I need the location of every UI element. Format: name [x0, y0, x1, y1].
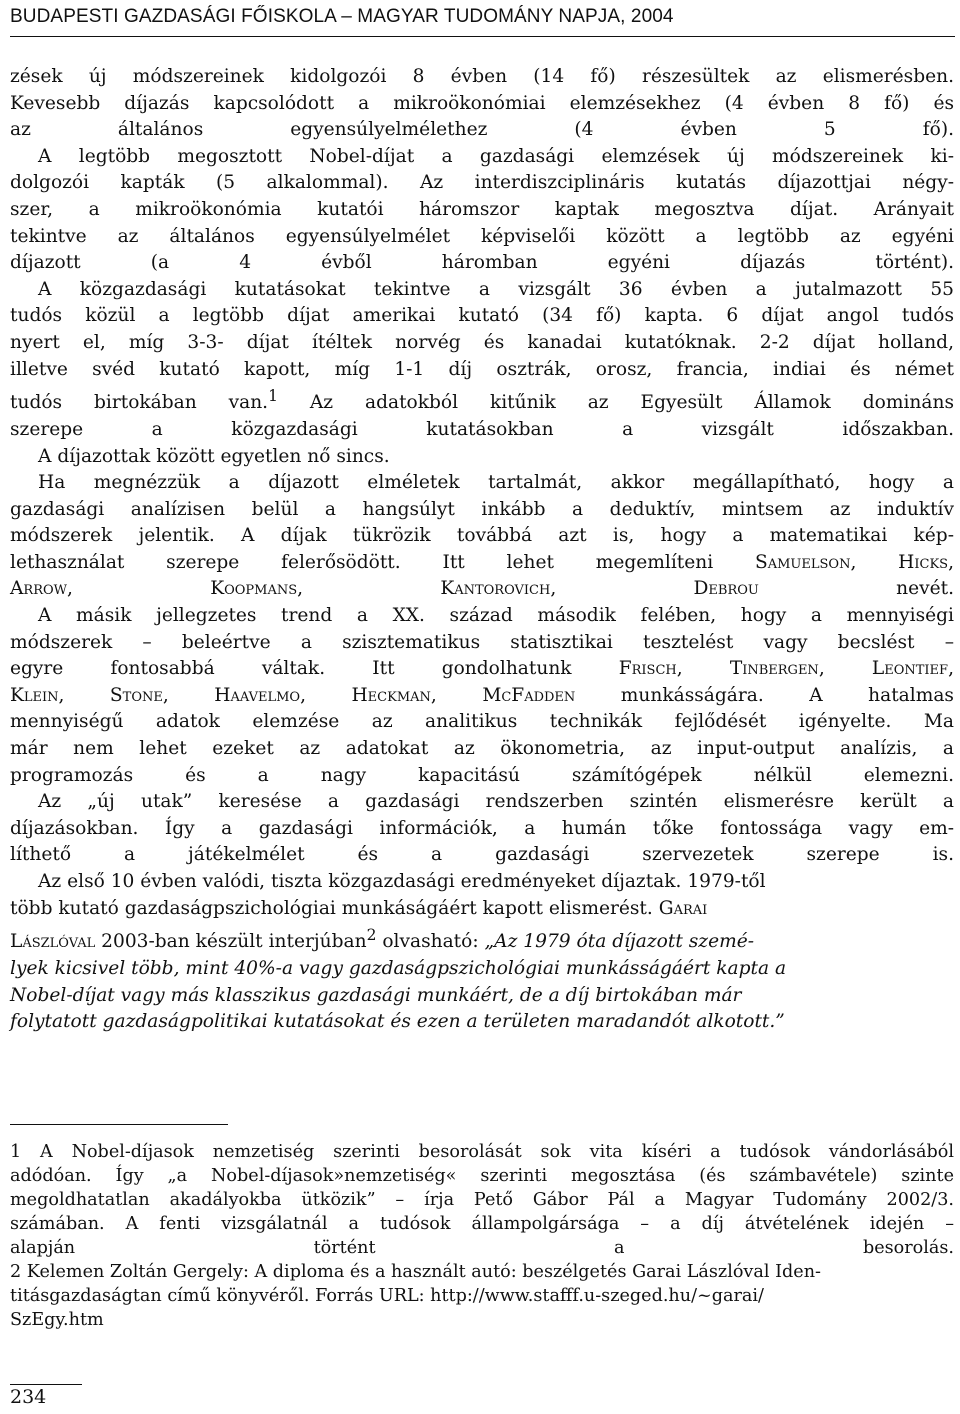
author-name: Frisch: [618, 658, 677, 680]
text-line: adódóan. Így „a Nobel-díjasok»nemzetiség« szerinti megosztása (és számbavétele) szinte: [10, 1166, 954, 1186]
paragraph: [10, 64, 954, 144]
text-line: olvasható:: [376, 931, 485, 953]
text-line: Kevesebb díjazás kapcsolódott a mikroökonómiai elemzésekhez (4 évben 8 fő) és: [10, 92, 954, 114]
text-line: Az első 10 évben valódi, tiszta közgazdasági eredményeket díjaztak. 1979-től: [38, 871, 766, 892]
author-name: Kantorovich: [440, 578, 551, 600]
text-line: több kutató gazdaságpszichológiai munkáságáért kapott elismerést.: [10, 897, 653, 919]
text-line: alapján történt a besorolás.: [10, 1238, 954, 1258]
running-header: BUDAPESTI GAZDASÁGI FŐISKOLA – MAGYAR TUDOMÁNY NAPJA, 2004: [10, 6, 674, 27]
author-name: Debrou: [693, 578, 759, 600]
quote-line: lyek kicsivel több, mint 40%-a vagy gazdaságpszichológiai munkásságáért kapta a: [10, 957, 787, 979]
text-line: A díjazottak között egyetlen nő sincs.: [38, 445, 390, 467]
page-number-rule: [10, 1384, 82, 1385]
paragraph: A másik jellegzetes trend a XX. század második felében, hogy a mennyiségi módszerek – beleértve a szisztematikus statisztikai tesztelést vagy becslést – egyre fontosabbá váltak. Itt gondolhatunk Frisch, Tinbergen, Leontief, Klein, Stone, Haavelmo, Heckman, McFadden munkásságára. A hatalmas mennyiségű adatok elemzése az analitikus technikák fejlődését igényelte. Ma már nem lehet ezeket az adatokat az ökonometria, az input-output analízis, a programozás és a nagy kapacitású számítógépek nélkül elemezni.: [10, 605, 954, 786]
text-line: szer, a mikroökonómia kutatói háromszor kaptak megosztva díjat. Arányait: [10, 198, 954, 220]
text-line: megoldhatatlan akadályokba ütközik” – írja Pető Gábor Pál a Magyar Tudomány 2002/3.: [10, 1190, 954, 1210]
text-line: líthető a játékelmélet és a gazdasági szervezetek szerepe is.: [10, 844, 954, 866]
footnote-marker: 1: [10, 1142, 22, 1162]
paragraph: [10, 869, 954, 1036]
text-line: illetve svéd kutató kapott, míg 1-1 díj osztrák, orosz, francia, indiai és német: [10, 358, 954, 380]
paragraph: [10, 277, 954, 444]
text-line: díjazásokban. Így a gazdasági információk, a humán tőke fontossága vagy em-: [10, 817, 954, 839]
text-line: A másik jellegzetes trend a XX. század második felében, hogy a mennyiségi: [38, 605, 954, 627]
footnote-2: [10, 1260, 954, 1332]
quote-line: „Az 1979 óta díjazott szemé-: [484, 931, 754, 953]
text-line: szerepe a közgazdasági kutatásokban a vizsgált időszakban.: [10, 418, 954, 440]
text-line: munkásságára. A hatalmas: [575, 684, 954, 706]
author-name: Hicks: [898, 551, 949, 573]
text-line: zések új módszereinek kidolgozói 8 évben (14 fő) részesültek az elismerésben.: [10, 66, 954, 87]
quote-line: folytatott gazdaságpolitikai kutatásokat és ezen a területen maradandót alkotott.”: [10, 1011, 785, 1033]
text-line: tudós birtokában van.: [10, 392, 269, 414]
paragraph: Ha megnézzük a díjazott elméletek tartalmát, akkor megállapítható, hogy a gazdasági analízisen belül a hangsúlyt inkább a deduktív, mintsem az induktív módszerek jelentik. A díjak tükrözik továbbá azt is, hogy a matematikai kép- lethasználat szerepe felerősödött. Itt lehet megemlíteni Samuelson, Hicks, Arrow, Koopmans, Kantorovich, Debrou nevét.: [10, 472, 954, 600]
text-line: tudós közül a legtöbb díjat amerikai kutató (34 fő) kapta. 6 díjat angol tudós: [10, 305, 954, 327]
author-name: Haavelmo: [214, 684, 301, 706]
paragraph: [10, 144, 954, 277]
text-line: A legtöbb megosztott Nobel-díjat a gazdasági elemzések új módszereinek ki-: [38, 145, 954, 167]
text-line: Az „új utak” keresése a gazdasági rendszerben szintén elismerésre került a: [38, 791, 954, 813]
text-line: egyre fontosabbá váltak. Itt gondolhatunk: [10, 658, 572, 680]
text-line: gazdasági analízisen belül a hangsúlyt inkább a deduktív, mintsem az induktív: [10, 498, 954, 520]
main-text: [10, 64, 954, 1036]
text-line: A Nobel-díjasok nemzetiség szerinti besorolását sok vita kíséri a tudósok vándorlásából: [21, 1142, 954, 1162]
author-name: Koopmans: [210, 578, 298, 600]
text-line: lethasználat szerepe felerősödött. Itt lehet megemlíteni: [10, 551, 714, 573]
text-line: dolgozói kapták (5 alkalommal). Az interdiszciplináris kutatás díjazottjai négy-: [10, 172, 954, 194]
footnotes: [10, 1140, 954, 1332]
footnote-marker: 2: [10, 1262, 22, 1282]
author-name: Samuelson: [754, 551, 851, 573]
paragraph: [10, 789, 954, 869]
text-line: díjazott (a 4 évből háromban egyéni díjazás történt).: [10, 252, 954, 274]
footnote-ref-2[interactable]: 2: [366, 926, 377, 945]
author-name: Lászlóval: [10, 931, 96, 953]
text-line: tekintve az általános egyensúlyelmélet képviselői között a legtöbb az egyéni: [10, 225, 954, 247]
author-name: Tinbergen: [729, 658, 819, 680]
text-line: programozás és a nagy kapacitású számítógépek nélkül elemezni.: [10, 764, 954, 786]
text-line: nevét.: [758, 578, 954, 600]
text-line: az általános egyensúlyelmélethez (4 évben 5 fő).: [10, 119, 954, 141]
quote-line: Nobel-díjat vagy más klasszikus gazdasági munkáért, de a díj birtokában már: [10, 984, 742, 1006]
text-line: már nem lehet ezeket az adatokat az ökonometria, az input-output analízis, a: [10, 738, 954, 760]
paragraph: [10, 444, 954, 471]
footnote-1: [10, 1140, 954, 1260]
text-line: A közgazdasági kutatásokat tekintve a vizsgált 36 évben a jutalmazott 55: [38, 278, 954, 300]
text-line: módszerek – beleértve a szisztematikus statisztikai tesztelést vagy becslést –: [10, 631, 954, 653]
text-line: Kelemen Zoltán Gergely: A diploma és a használt autó: beszélgetés Garai Lászlóval Iden-: [21, 1262, 821, 1282]
text-line: Ha megnézzük a díjazott elméletek tartalmát, akkor megállapítható, hogy a: [38, 472, 954, 494]
author-name: Arrow: [10, 578, 68, 600]
author-name: Leontief: [871, 658, 949, 680]
text-line: Az adatokból kitűnik az Egyesült Államok domináns: [277, 392, 954, 414]
text-line: számában. A fenti vizsgálatnál a tudósok állampolgársága – a díj átvételének idején –: [10, 1214, 954, 1234]
footnote-divider: [10, 1124, 228, 1125]
footnote-ref-1[interactable]: 1: [268, 387, 278, 406]
text-line: mennyiségű adatok elemzése az analitikus technikák fejlődését igényelte. Ma: [10, 711, 954, 733]
author-name: McFadden: [482, 684, 576, 706]
text-line: titásgazdaságtan című könyvéről. Forrás URL: http://www.stafff.u-szeged.hu/~garai/: [10, 1286, 764, 1306]
page-number: 234: [10, 1386, 47, 1408]
text-line: módszerek jelentik. A díjak tükrözik továbbá azt is, hogy a matematikai kép-: [10, 525, 954, 547]
author-name: Stone: [109, 684, 163, 706]
text-line: nyert el, míg 3-3- díjat ítéltek norvég és kanadai kutatóknak. 2-2 díjat holland,: [10, 331, 954, 353]
author-name: Garai: [658, 897, 708, 919]
header-divider: [10, 36, 955, 37]
author-name: Klein: [10, 684, 59, 706]
text-line: 2003-ban készült interjúban: [95, 931, 367, 953]
text-line: SzEgy.htm: [10, 1310, 104, 1330]
author-name: Heckman: [351, 684, 431, 706]
